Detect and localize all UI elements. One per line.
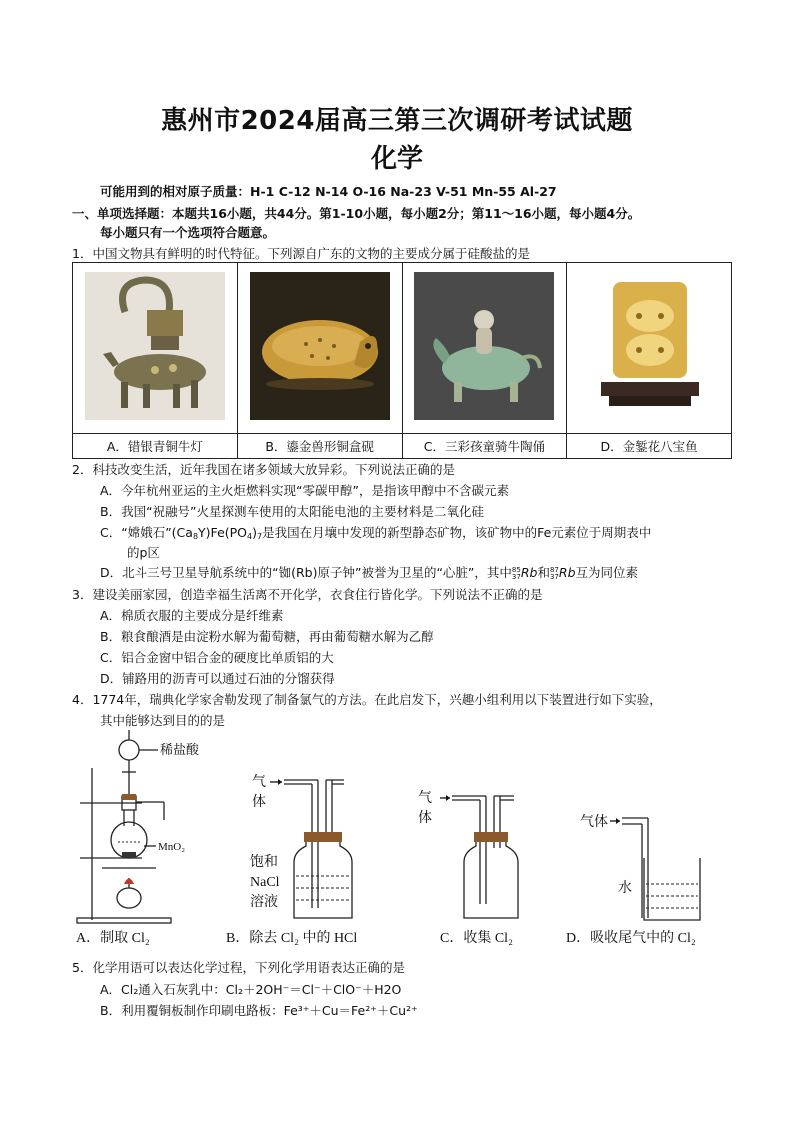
- artifact-d-cell: [567, 263, 732, 434]
- artifact-c-cell: [402, 263, 567, 434]
- option-c-caption: C．三彩孩童骑牛陶俑: [402, 434, 567, 459]
- q5-option-a: A．Cl₂通入石灰乳中：Cl₂＋2OH⁻＝Cl⁻＋ClO⁻＋H2O: [100, 982, 402, 997]
- q4-stem-cont: 其中能够达到目的的是: [100, 713, 226, 728]
- label-solution: 溶液: [250, 895, 278, 910]
- q2-option-b: B．我国“祝融号”火星探测车使用的太阳能电池的主要材料是二氧化硅: [100, 504, 485, 519]
- gilt-inkstone-box-image: [250, 272, 390, 420]
- q3-stem: 3．建设美丽家园，创造幸福生活离不开化学，衣食住行皆化学。下列说法不正确的是: [72, 587, 543, 602]
- svg-text:体: 体: [418, 811, 432, 826]
- section1-instructions: 一、单项选择题：本题共16小题，共44分。第1-10小题，每小题2分；第11～16小题，每小题4分。: [72, 206, 641, 221]
- q2-stem: 2．科技改变生活，近年我国在诸多领域大放异彩。下列说法正确的是: [72, 462, 455, 477]
- label-nacl: NaCl: [250, 875, 280, 890]
- label-saturated: 饱和: [250, 855, 278, 870]
- apparatus-b-caption: B．除去 Cl₂ 中的 HCl: [226, 931, 358, 946]
- label-dilute-hcl: 稀盐酸: [160, 742, 200, 757]
- apparatus-c-collect-cl2: [414, 728, 544, 958]
- svg-text:气: 气: [418, 791, 432, 806]
- section1-instructions-cont: 每小题只有一个选项符合题意。: [100, 225, 276, 240]
- gold-fish-image: [579, 272, 719, 420]
- q2-option-d: D．北斗三号卫星导航系统中的“铷(Rb)原子钟”被誉为卫星的“心脏”，其中85 37Rb和87 37Rb互为同位素: [100, 565, 639, 581]
- atomic-masses: 可能用到的相对原子质量：H-1 C-12 N-14 O-16 Na-23 V-51 Mn-55 Al-27: [100, 184, 557, 199]
- artifact-b-cell: [237, 263, 402, 434]
- option-d-caption: D．金錾花八宝鱼: [567, 434, 732, 459]
- sancai-pottery-figure-image: [414, 272, 554, 420]
- q3-option-c: C．铝合金窗中铝合金的硬度比单质铝的大: [100, 650, 334, 665]
- q2-option-a: A．今年杭州亚运的主火炬燃料实现“零碳甲醇”，是指该甲醇中不含碳元素: [100, 483, 510, 498]
- q2-option-c: C．“嫦娥石$”(Ca_8Y)Fe(PO_4)_7$是我国在月壤中发现的新型静态矿物，该矿物中的Fe元素位于周期表中: [100, 525, 652, 541]
- q3-option-d: D．铺路用的沥青可以通过石油的分馏获得: [100, 671, 335, 686]
- apparatus-a-generate-cl2: [72, 728, 232, 958]
- svg-text:气体: 气体: [580, 815, 608, 830]
- q3-option-b: B．粮食酿酒是由淀粉水解为葡萄糖，再由葡萄糖水解为乙醇: [100, 629, 434, 644]
- svg-text:体: 体: [252, 795, 266, 810]
- svg-text:气: 气: [252, 775, 266, 790]
- bronze-ox-lamp-image: [85, 272, 225, 420]
- q3-option-a: A．棉质衣服的主要成分是纤维素: [100, 608, 284, 623]
- subject-title: 化学: [370, 144, 423, 174]
- q1-stem: 1．中国文物具有鲜明的时代特征。下列源自广东的文物的主要成分属于硅酸盐的是: [72, 246, 530, 261]
- label-water: 水: [618, 881, 632, 896]
- q1-artifact-table: [72, 262, 732, 459]
- option-b-caption: B．鎏金兽形铜盒砚: [237, 434, 402, 459]
- apparatus-d-caption: D．吸收尾气中的 Cl₂: [566, 931, 696, 946]
- apparatus-d-absorb-tail-gas: [562, 728, 732, 958]
- label-mno2: MnO₂: [158, 841, 186, 853]
- apparatus-b-remove-hcl: [226, 728, 391, 958]
- q4-stem: 4．1774年，瑞典化学家舍勒发现了制备氯气的方法。在此启发下，兴趣小组利用以下装置进行如下实验，: [72, 692, 662, 707]
- option-a-caption: A．错银青铜牛灯: [73, 434, 238, 459]
- apparatus-c-caption: C．收集 Cl₂: [440, 931, 513, 946]
- q2-option-c-cont: 的p区: [127, 545, 160, 560]
- exam-title: 惠州市2024届高三第三次调研考试试题: [161, 106, 633, 136]
- apparatus-a-caption: A．制取 Cl₂: [76, 931, 150, 946]
- artifact-a-cell: [73, 263, 238, 434]
- q5-stem: 5．化学用语可以表达化学过程，下列化学用语表达正确的是: [72, 960, 405, 975]
- q5-option-b: B．利用覆铜板制作印刷电路板：Fe³⁺＋Cu＝Fe²⁺＋Cu²⁺: [100, 1003, 418, 1018]
